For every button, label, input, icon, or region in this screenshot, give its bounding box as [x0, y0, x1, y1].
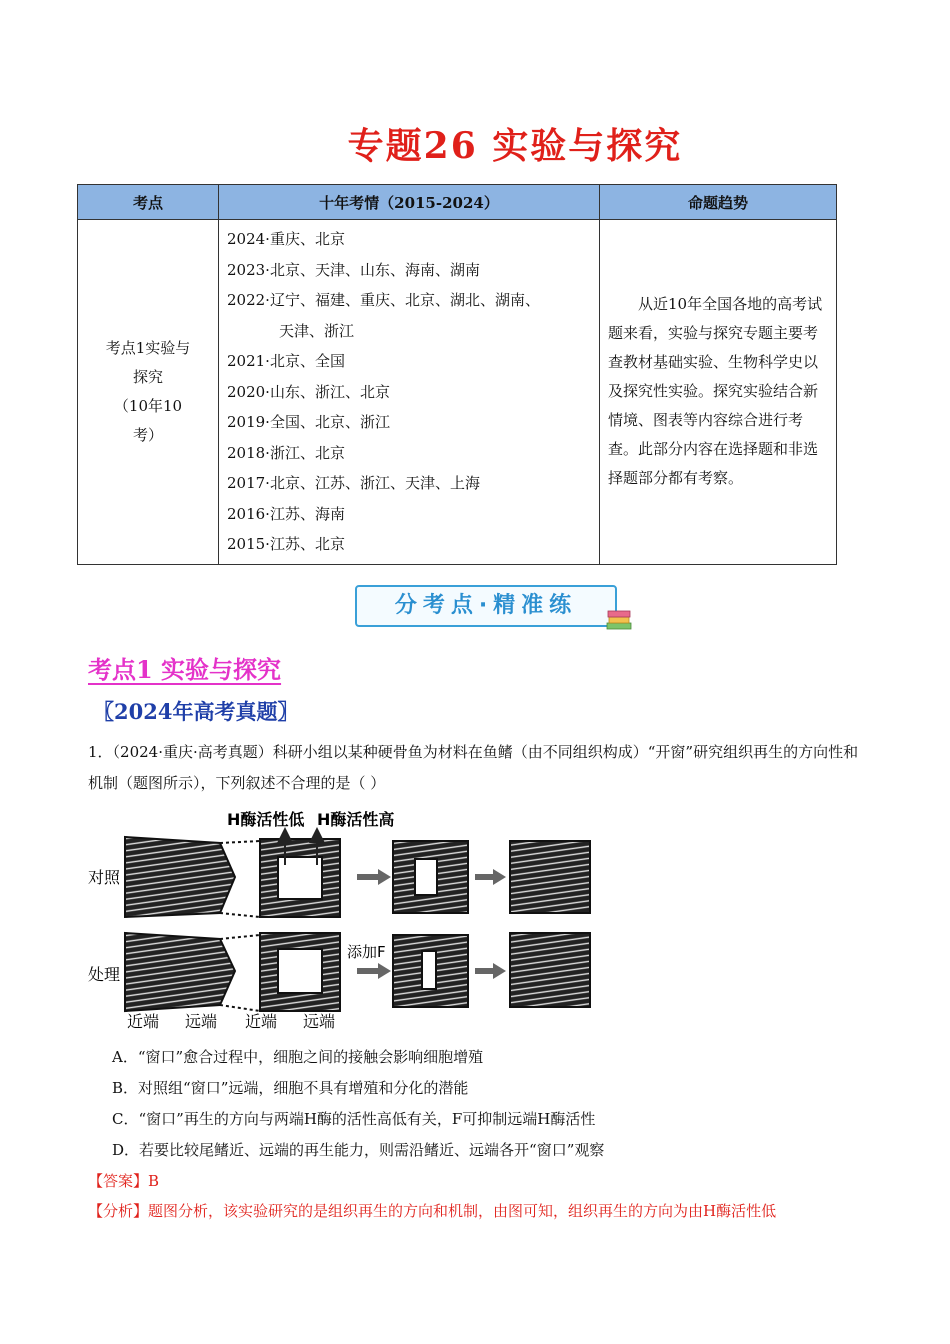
answer: 【答案】B: [88, 1172, 160, 1190]
question-text: 1．（2024·重庆·高考真题）科研小组以某种硬骨鱼为材料在鱼鳍（由不同组织构成）“开窗”研究组织再生的方向性和机制（题图所示），下列叙述不合理的是（ ）: [88, 743, 859, 792]
kaodian-line: 探究: [132, 367, 163, 386]
year-entry: 2023·北京、天津、山东、海南、湖南: [227, 260, 480, 279]
year-entry: 2022·辽宁、福建、重庆、北京、湖北、湖南、: [227, 291, 540, 309]
year-entry: 2024·重庆、北京: [227, 230, 345, 248]
option-c: C．“窗口”再生的方向与两端H酶的活性高低有关，F可抑制远端H酶活性: [112, 1110, 596, 1128]
figure-label-far: 远端: [303, 1012, 336, 1031]
figure-label-far: 远端: [185, 1012, 218, 1031]
year-entry: 2021·北京、全国: [227, 352, 345, 370]
page-title: 专题26 实验与探究: [347, 125, 683, 167]
treat-fin: [125, 933, 235, 1011]
experiment-figure: [85, 805, 610, 1035]
option-b: B．对照组“窗口”远端，细胞不具有增殖和分化的潜能: [112, 1079, 469, 1097]
analysis: 【分析】题图分析，该实验研究的是组织再生的方向和机制，由图可知，组织再生的方向为由H酶活性低: [88, 1202, 777, 1220]
kaodian-line: 考）: [132, 425, 163, 444]
control-healed-fin: [510, 841, 590, 913]
year-entry: 2019·全国、北京、浙江: [227, 413, 390, 431]
figure-label-treat: 处理: [88, 965, 121, 984]
year-entry: 2016·江苏、海南: [227, 504, 345, 523]
books-icon: [606, 608, 632, 632]
option-d: D．若要比较尾鳍近、远端的再生能力，则需沿鳍近、远端各开“窗口”观察: [112, 1141, 605, 1159]
figure-label-h-high: H酶活性高: [317, 810, 395, 829]
year-entry: 天津、浙江: [279, 321, 355, 340]
year-entry: 2017·北京、江苏、浙江、天津、上海: [227, 474, 480, 492]
treat-healed-fin: [510, 933, 590, 1007]
option-a: A．“窗口”愈合过程中，细胞之间的接触会影响细胞增殖: [112, 1048, 484, 1066]
year-entry: 2018·浙江、北京: [227, 443, 345, 462]
figure-label-h-low: H酶活性低: [227, 810, 305, 829]
practice-badge: 分考点·精准练: [355, 585, 617, 627]
year-entry: 2015·江苏、北京: [227, 535, 345, 553]
header-kaodian: 考点: [78, 185, 219, 220]
kaodian-line: （10年10: [113, 396, 183, 415]
header-years: 十年考情（2015-2024）: [219, 185, 600, 220]
trend-cell: 从近10年全国各地的高考试题来看，实验与探究专题主要考查教材基础实验、生物科学史以及探究性实验。探究实验结合新情境、图表等内容综合进行考查。此部分内容在选择题和非选择题部分都有考察。: [600, 220, 837, 565]
section-heading: 考点1 实验与探究: [88, 655, 282, 684]
figure-label-control: 对照: [88, 868, 121, 887]
year-entry: 2020·山东、浙江、北京: [227, 382, 390, 401]
overview-table: [77, 184, 837, 565]
figure-label-near: 近端: [245, 1012, 278, 1031]
year-heading: 〖2024年高考真题〗: [93, 699, 299, 724]
table-row: [78, 220, 837, 565]
kaodian-line: 考点1实验与: [105, 338, 191, 357]
control-fin: [125, 837, 235, 917]
figure-label-add-f: 添加F: [347, 943, 386, 961]
header-trend: 命题趋势: [600, 185, 837, 220]
table-header-row: [78, 185, 837, 220]
figure-label-near: 近端: [127, 1012, 160, 1031]
years-cell: [219, 220, 600, 565]
kaodian-cell: [78, 220, 219, 565]
